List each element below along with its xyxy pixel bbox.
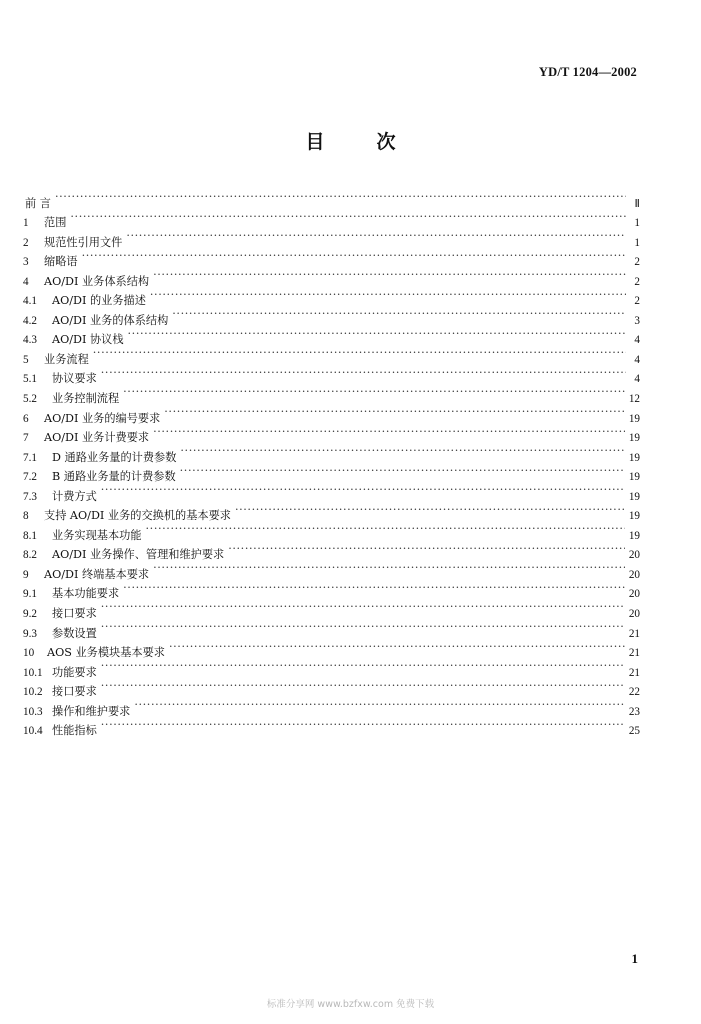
toc-entry-leader-dots [101, 715, 625, 735]
toc-entry-label: 性能指标 [52, 724, 97, 738]
toc-entry-leader-dots [55, 187, 626, 207]
toc-entry-leader-dots [101, 676, 625, 696]
toc-entry-page: 20 [628, 588, 640, 601]
toc-entry-leader-dots [101, 656, 625, 676]
toc-entry-label: 参数设置 [52, 626, 97, 640]
toc-entry[interactable] [23, 363, 640, 386]
toc-entry-leader-dots [101, 597, 625, 617]
toc-entry[interactable] [23, 246, 640, 269]
toc-entry-leader-dots [164, 402, 625, 422]
toc-entry-leader-dots [93, 343, 626, 363]
toc-entry-number: 8.1 [23, 529, 37, 542]
toc-entry-label: 功能要求 [52, 665, 97, 679]
toc-entry-page: Ⅱ [634, 197, 640, 210]
toc-entry-label: AO/DI 业务体系结构 [44, 274, 150, 288]
toc-title-left: 目 [305, 131, 325, 153]
toc-entry-page: 20 [628, 568, 640, 581]
toc-entry[interactable] [23, 656, 640, 679]
toc-entry-leader-dots [128, 324, 626, 344]
toc-entry-page: 4 [634, 373, 640, 386]
toc-entry-number: 3 [23, 256, 29, 269]
toc-entry[interactable] [23, 676, 640, 699]
toc-entry[interactable] [23, 695, 640, 718]
toc-entry-number: 7.3 [23, 490, 37, 503]
toc-entry-number: 7.2 [23, 471, 37, 484]
toc-entry-page: 1 [634, 217, 640, 230]
toc-entry-label: B 通路业务量的计费参数 [52, 470, 176, 484]
toc-entry-page: 1 [634, 236, 640, 249]
toc-entry-number: 10.4 [23, 725, 43, 738]
toc-entry[interactable] [23, 715, 640, 738]
toc-entry-page: 19 [628, 412, 640, 425]
toc-entry-number: 7.1 [23, 451, 37, 464]
toc-entry-number: 7 [23, 432, 29, 445]
toc-entry-leader-dots [101, 480, 625, 500]
toc-entry-number: 10.2 [23, 686, 43, 699]
toc-entry-number: 4.1 [23, 295, 37, 308]
toc-entry-label: AO/DI 业务计费要求 [44, 431, 150, 445]
toc-entry-number: 10.3 [23, 705, 43, 718]
toc-entry-label: 业务实现基本功能 [52, 528, 142, 542]
toc-entry-label: 业务流程 [44, 352, 89, 366]
toc-entry-leader-dots [82, 246, 626, 266]
toc-entry-number: 6 [23, 412, 29, 425]
toc-entry[interactable] [23, 617, 640, 640]
toc-entry-label: 基本功能要求 [52, 587, 120, 601]
toc-entry-label: AO/DI 业务操作、管理和维护要求 [52, 548, 225, 562]
toc-entry-number: 2 [23, 236, 29, 249]
toc-entry[interactable] [23, 382, 640, 406]
toc-entry-leader-dots [153, 265, 626, 285]
toc-entry-page: 19 [628, 471, 640, 484]
toc-entry-number: 9.1 [23, 588, 37, 601]
toc-entry-page: 2 [634, 256, 640, 269]
toc-entry-page: 2 [634, 275, 640, 288]
toc-entry-number: 5.1 [23, 373, 37, 386]
toc-entry[interactable] [23, 207, 640, 230]
toc-entry-leader-dots [126, 226, 626, 246]
toc-entry-label: 接口要求 [52, 607, 97, 621]
toc-entry-label: 操作和维护要求 [52, 704, 131, 718]
toc-entry-page: 25 [628, 725, 640, 738]
toc-entry-leader-dots [180, 441, 624, 461]
toc-entry-label: AO/DI 业务的体系结构 [52, 313, 169, 327]
toc-entry-page: 4 [634, 334, 640, 347]
toc-entry[interactable] [23, 480, 640, 503]
toc-entry-label: 接口要求 [52, 685, 97, 699]
toc-entry-leader-dots [70, 207, 626, 227]
toc-entry-leader-dots [228, 539, 625, 559]
toc-entry-page: 20 [628, 549, 640, 562]
toc-entry-leader-dots [153, 422, 625, 442]
toc-entry-number: 8.2 [23, 549, 37, 562]
toc-entry-leader-dots [235, 500, 625, 520]
toc-entry-number: 4.2 [23, 314, 37, 327]
toc-entry-label: AO/DI 业务的编号要求 [44, 411, 161, 425]
toc-entry-label: 计费方式 [52, 489, 97, 503]
toc-entry-label: 范围 [44, 216, 67, 230]
toc-entry-page: 20 [628, 608, 640, 621]
toc-entry-leader-dots [169, 637, 625, 657]
toc-entry[interactable] [23, 187, 640, 210]
toc-entry-page: 4 [634, 353, 640, 366]
toc-entry-number: 5 [23, 353, 29, 366]
toc-entry-label: AO/DI 终端基本要求 [44, 567, 150, 581]
toc-entry-leader-dots [123, 382, 625, 402]
toc-entry-number: 4.3 [23, 334, 37, 347]
toc-entry-label: AO/DI 的业务描述 [52, 294, 146, 308]
toc-entry-page: 19 [628, 529, 640, 542]
toc-entry-page: 19 [628, 510, 640, 523]
standard-number: YD/T 1204—2002 [538, 65, 637, 79]
watermark: 标准分享网 www.bzfxw.com 免费下载 [266, 999, 435, 1010]
toc-entry-leader-dots [153, 558, 625, 578]
toc-entry[interactable] [23, 637, 640, 660]
toc-entry-page: 23 [628, 705, 640, 718]
toc-title-right: 次 [376, 131, 396, 153]
toc-entry-leader-dots [146, 519, 625, 539]
toc-entry-page: 12 [628, 393, 640, 406]
toc-entry-page: 2 [634, 295, 640, 308]
toc-entry-page: 21 [628, 627, 640, 640]
toc-entry-page: 22 [628, 686, 640, 699]
toc-entry-number: 8 [23, 510, 29, 523]
toc-entry-label: 协议要求 [52, 372, 97, 386]
page-number: 1 [631, 951, 638, 966]
toc-entry[interactable] [23, 226, 640, 249]
toc-entry-number: 10 [23, 647, 35, 660]
toc-entry-label: D 通路业务量的计费参数 [52, 450, 177, 464]
toc-entry-leader-dots [101, 617, 625, 637]
toc-entry-leader-dots [134, 695, 624, 715]
toc-entry[interactable] [23, 343, 640, 366]
toc-entry-number: 9.3 [23, 627, 37, 640]
toc-entry-number: 1 [23, 217, 29, 230]
toc-entry-label: 前 言 [25, 196, 51, 210]
toc-entry-label: AO/DI 协议栈 [52, 333, 124, 347]
toc-entry-number: 5.2 [23, 393, 37, 406]
toc-entry-leader-dots [101, 363, 626, 383]
toc-entry-page: 3 [634, 314, 640, 327]
toc-entry-number: 9.2 [23, 608, 37, 621]
toc-entry[interactable] [23, 500, 640, 523]
toc-entry-leader-dots [150, 285, 626, 305]
toc-entry-page: 21 [628, 647, 640, 660]
toc-entry[interactable] [23, 265, 640, 288]
toc-entry-number: 4 [23, 275, 29, 288]
toc-entry-page: 19 [628, 451, 640, 464]
toc-entry-number: 9 [23, 568, 29, 581]
toc-entry-leader-dots [123, 578, 625, 598]
toc-entry-leader-dots [172, 304, 626, 324]
toc-entry-label: 支持 AO/DI 业务的交换机的基本要求 [44, 509, 231, 523]
toc-entry-leader-dots [180, 461, 625, 481]
toc-entry-label: 业务控制流程 [52, 392, 120, 406]
toc-list [23, 187, 640, 738]
toc-entry[interactable] [23, 597, 640, 621]
toc-entry-page: 19 [628, 490, 640, 503]
toc-entry-page: 19 [628, 432, 640, 445]
toc-entry-label: 规范性引用文件 [44, 235, 123, 249]
toc-entry-label: 缩略语 [44, 255, 78, 269]
toc-entry-number: 10.1 [23, 666, 43, 679]
toc-entry-label: AOS 业务模块基本要求 [47, 646, 165, 660]
toc-entry-page: 21 [628, 666, 640, 679]
toc-title [0, 127, 701, 154]
